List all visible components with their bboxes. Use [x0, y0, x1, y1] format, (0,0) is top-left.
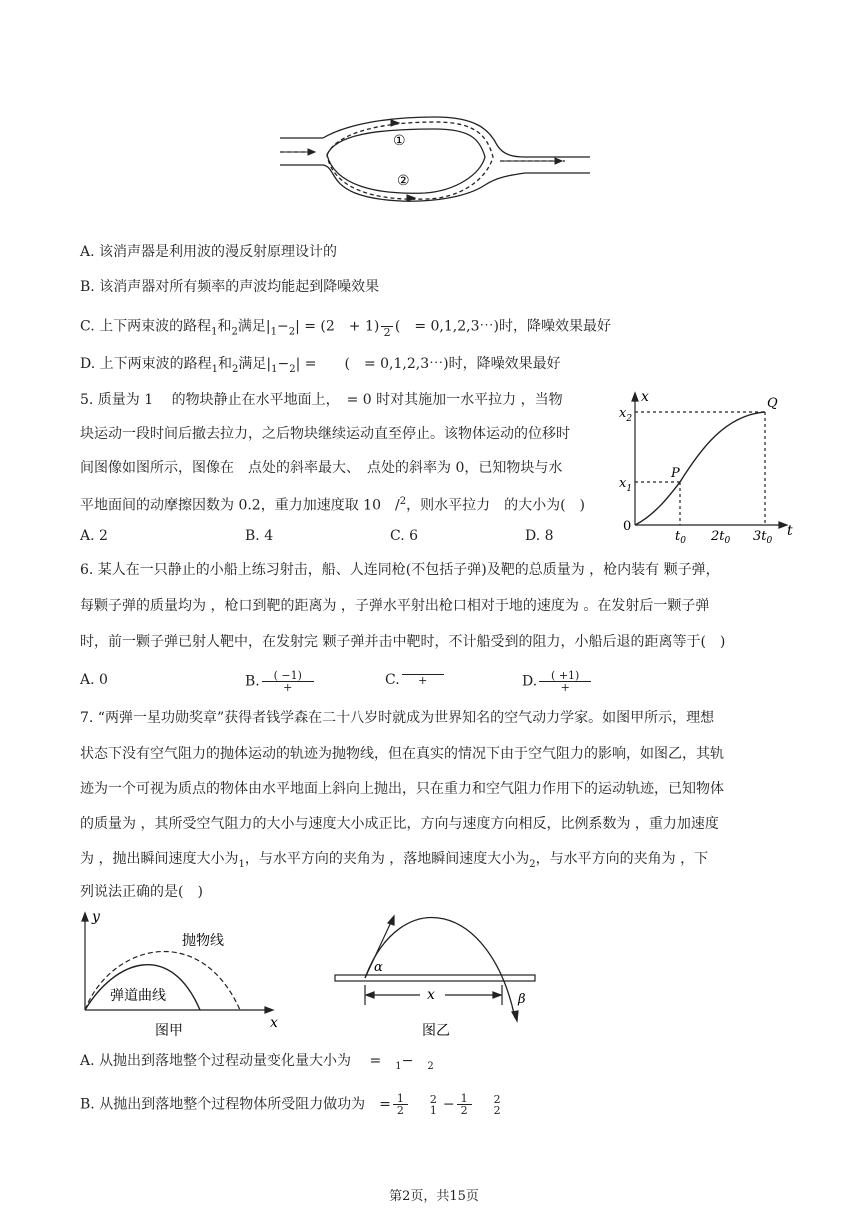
q5-option-c: C. 6 — [390, 528, 419, 544]
fig-a-parabola-label: 抛物线 — [182, 933, 224, 949]
fig-a-x-axis: x — [270, 1015, 278, 1031]
q5-option-a: A. 2 — [80, 528, 108, 544]
q7-line-3: 迹为一个可视为质点的物体由水平地面上斜向上抛出，只在重力和空气阻力作用下的运动轨迹，已知物体 — [80, 781, 724, 797]
q6-line-2: 每颗子弹的质量均为 ，枪口到靶的距离为 ，子弹水平射出枪口相对于地的速度为 。在发射后一颗子弹 — [80, 598, 710, 614]
q6-option-c: C. + — [385, 670, 446, 690]
graph-2t0-label: $2t_0$ — [711, 529, 731, 545]
graph-x2-label: $x_2$ — [619, 406, 633, 424]
graph-3t0-label: $3t_0$ — [753, 529, 773, 545]
q5-line-3: 间图像如图所示，图像在 点处的斜率最大、 点处的斜率为 0，已知物块与水 — [80, 460, 563, 476]
q7-line-2: 状态下没有空气阻力的抛体运动的轨迹为抛物线，但在真实的情况下由于空气阻力的影响，如图乙，其轨 — [80, 746, 724, 762]
q4-option-c: C. 上下两束波的路程$_1$和$_2$满足$|_1-_2| = (2$ + 1) 2 ( = 0,1,2,3⋯)时，降噪效果最好 — [80, 315, 611, 342]
q5-option-d: D. 8 — [525, 528, 554, 544]
q4-option-b: B. 该消声器对所有频率的声波均能起到降噪效果 — [80, 279, 380, 295]
graph-point-q: Q — [767, 396, 778, 411]
fig-a-caption: 图甲 — [155, 1023, 183, 1039]
fig-a-ballistic-label: 弹道曲线 — [110, 988, 166, 1004]
q7-line-1: 7. “两弹一星功勋奖章”获得者钱学森在二十八岁时就成为世界知名的空气动力学家。如图甲所示，理想 — [80, 710, 715, 726]
q6-line-1: 6. 某人在一只静止的小船上练习射击，船、人连同枪(不包括子弹)及靶的总质量为 ，枪内装有 颗子弹， — [80, 562, 720, 578]
q4-option-d: D. 上下两束波的路程$_1$和$_2$满足$|_1-_2|$ = ( = 0,1,2,3⋯)时，降噪效果最好 — [80, 356, 561, 375]
graph-x-axis: x — [641, 389, 649, 405]
q7-figure-b — [330, 905, 545, 1045]
fig-b-caption: 图乙 — [422, 1023, 450, 1039]
fig-b-alpha: α — [374, 960, 383, 975]
fig-b-x: x — [427, 987, 435, 1003]
muffler-label-2: ② — [397, 173, 410, 189]
fig-b-beta: β — [518, 992, 526, 1007]
q5-displacement-graph — [615, 385, 795, 545]
q6-option-d: D. $\frac{( +1)}{+}$ — [522, 670, 593, 693]
q7-option-a: A. 从抛出到落地整个过程动量变化量大小为 = $_1$− $_2$ — [80, 1053, 434, 1072]
q4-option-a: A. 该消声器是利用波的漫反射原理设计的 — [80, 244, 338, 260]
q6-line-3: 时，前一颗子弹已射人靶中，在发射完 颗子弹并击中靶时，不计船受到的阻力，小船后退的距离等于( ) — [80, 634, 726, 650]
q7-option-b: B. 从抛出到落地整个过程物体所受阻力做功为 = $\frac{1}{2}$ 2 1 − $\frac{1}{2}$ 2 2 — [80, 1092, 501, 1117]
q5-option-b: B. 4 — [245, 528, 274, 544]
q7-line-6: 列说法正确的是( ) — [80, 884, 203, 900]
graph-t0-label: $t_0$ — [675, 529, 686, 545]
q7-figure-a — [70, 905, 295, 1045]
graph-point-p: P — [671, 466, 680, 481]
page-footer: 第2页，共15页 — [389, 1189, 479, 1204]
graph-t-axis: t — [787, 523, 793, 539]
q5-line-4: 平地面间的动摩擦因数为 0.2，重力加速度取 10 /$^2$，则水平拉力 的大小为( ) — [80, 496, 586, 514]
q6-option-a: A. 0 — [80, 672, 108, 688]
q5-line-1: 5. 质量为 1 的物块静止在水平地面上， = 0 时对其施加一水平拉力 ，当物 — [80, 392, 563, 408]
graph-origin: 0 — [623, 519, 632, 534]
muffler-label-1: ① — [393, 133, 406, 149]
q5-line-2: 块运动一段时间后撤去拉力，之后物块继续运动直至停止。该物体运动的位移时 — [80, 426, 570, 442]
fig-a-y-axis: y — [92, 909, 100, 925]
muffler-figure — [275, 105, 595, 220]
q7-line-5: 为 ，抛出瞬间速度大小为$_1$，与水平方向的夹角为 ，落地瞬间速度大小为$_2$，与水平方向的夹角为 ，下 — [80, 851, 709, 870]
q7-line-4: 的质量为 ，其所受空气阻力的大小与速度大小成正比，方向与速度方向相反，比例系数为 ，重力加速度 — [80, 816, 719, 832]
graph-x1-label: $x_1$ — [619, 476, 633, 494]
q6-option-b: B. $\frac{( -1)}{+}$ — [245, 670, 316, 693]
